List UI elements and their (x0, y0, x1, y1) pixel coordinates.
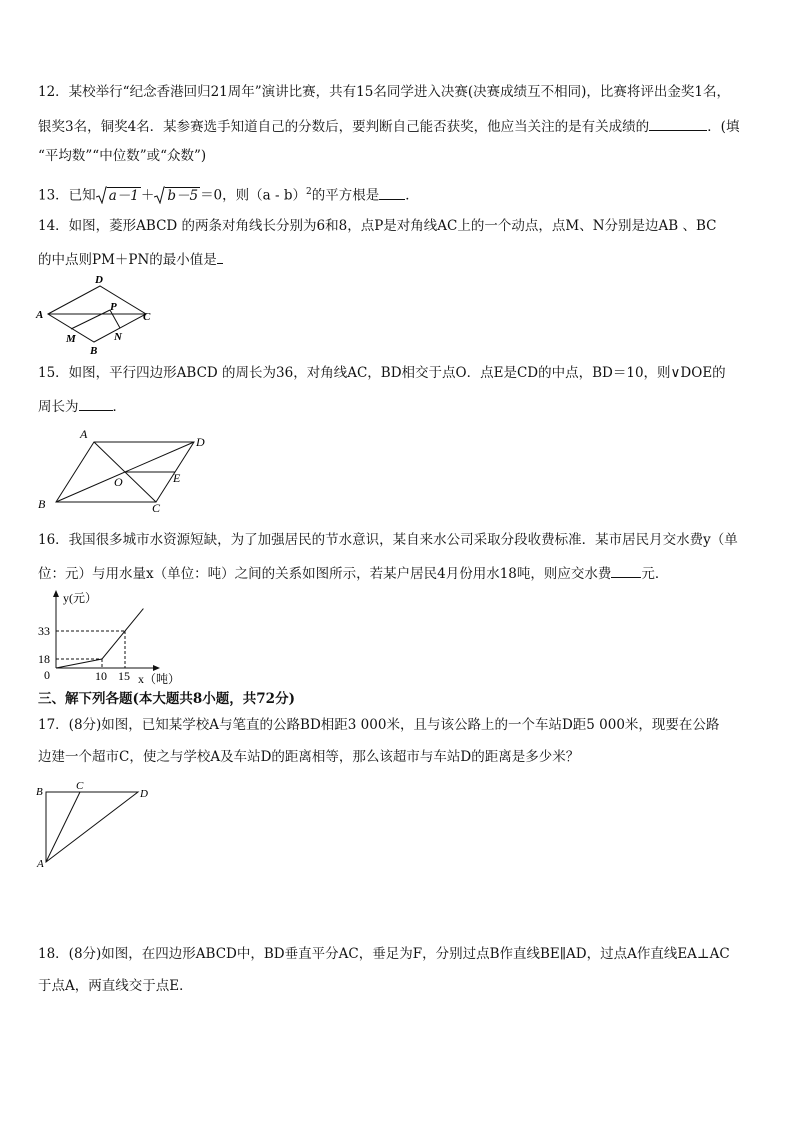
q15-label-o: O (114, 475, 123, 489)
q15-parallelogram-figure (34, 424, 224, 514)
q12-text: 银奖3名，铜奖4名．某参赛选手知道自己的分数后，要判断自己能否获奖，他应当关注的是有关成绩的 (38, 119, 650, 135)
q16-line2 (38, 564, 668, 583)
q17-figure (34, 778, 164, 870)
q16-xtick-15: 15 (118, 669, 130, 683)
q15-line2 (38, 397, 126, 416)
q15-text: 周长为 (38, 399, 79, 415)
q14-answer-blank[interactable] (217, 250, 223, 264)
q14-label-b: B (90, 345, 98, 357)
q18-line2: 于点A，两直线交于点E． (38, 978, 193, 994)
q16-ytick-33: 33 (38, 624, 50, 638)
q14-label-m: M (66, 333, 76, 345)
q13-sqrt-b (154, 187, 200, 205)
q15-label-d: D (196, 435, 205, 449)
y-axis-arrow-icon (53, 590, 59, 597)
q13-line (38, 183, 419, 205)
section-3-heading: 三、解下列各题(本大题共8小题，共72分) (38, 691, 295, 707)
q12-line3: “平均数”“中位数”或“众数”) (38, 148, 207, 164)
q15-line1: 15．如图，平行四边形ABCD 的周长为36，对角线AC，BD相交于点O．点E是CD的中点，BD＝10，则∨DOE的 (38, 365, 726, 381)
q15-answer-blank[interactable] (79, 397, 113, 411)
q13-answer-blank[interactable] (379, 186, 405, 200)
q13-prefix: 13．已知 (38, 187, 96, 204)
q17-label-a: A (37, 858, 44, 870)
q13-plus: ＋ (140, 187, 155, 204)
q16-xlabel: x（吨） (138, 672, 181, 686)
q16-xtick-10: 10 (95, 669, 107, 683)
q16-ytick-18: 18 (38, 652, 50, 666)
q17-label-c: C (76, 780, 84, 792)
q15-label-a: A (80, 427, 88, 441)
q18-line1: 18．(8分)如图，在四边形ABCD中，BD垂直平分AC，垂足为F，分别过点B作直线BE∥AD，过点A作直线EA⊥AC (38, 946, 730, 962)
q16-answer-blank[interactable] (611, 564, 641, 578)
q14-line1: 14．如图，菱形ABCD 的两条对角线长分别为6和8，点P是对角线AC上的一个动点，点M、N分别是边AB 、BC (38, 218, 717, 234)
q15-label-c: C (152, 501, 161, 514)
q13-radicand-b: b－5 (167, 187, 199, 204)
q17-label-d: D (140, 788, 148, 800)
q14-label-p: P (110, 301, 117, 313)
q15-label-b: B (38, 497, 46, 511)
q14-text: 的中点则PM＋PN的最小值是 (38, 252, 217, 268)
q12-answer-blank[interactable] (649, 117, 707, 131)
q14-line2 (38, 250, 223, 269)
q16-origin: 0 (44, 668, 50, 682)
q13-sqrt-a (96, 187, 141, 205)
q16-ylabel: y(元） (63, 591, 97, 605)
q15-text-end: ． (112, 399, 126, 415)
q12-line1: 12．某校举行“纪念香港回归21周年”演讲比赛，共有15名同学进入决赛(决赛成绩互不相同)，比赛将评出金奖1名， (38, 84, 730, 100)
q16-series-line (56, 609, 143, 668)
q13-suffix: 的平方根是 (311, 187, 380, 204)
q17-line2: 边建一个超市C，使之与学校A及车站D的距离相等，那么该超市与车站D的距离是多少米？ (38, 749, 580, 765)
q16-text-end: 元． (641, 566, 669, 582)
q14-label-d: D (95, 274, 103, 286)
q16-text: 位：元）与用水量x（单位：吨）之间的关系如图所示，若某户居民4月份用水18吨，则应交水费 (38, 566, 612, 582)
x-axis-arrow-icon (153, 665, 160, 671)
q13-mid: ＝0，则（a - b） (200, 187, 306, 204)
q13-end: ． (405, 187, 419, 204)
q13-radicand-a: a－1 (108, 187, 139, 204)
q16-chart (34, 588, 214, 688)
q12-text-end: ．(填 (707, 119, 740, 135)
q12-line2 (38, 117, 739, 136)
q17-label-b: B (36, 786, 43, 798)
q14-label-n: N (114, 331, 122, 343)
q17-line1: 17．(8分)如图，已知某学校A与笔直的公路BD相距3 000米，且与该公路上的一个车站D距5 000米，现要在公路 (38, 717, 720, 733)
q14-label-c: C (143, 311, 151, 323)
q14-label-a: A (36, 309, 44, 321)
q14-rhombus-figure (34, 272, 164, 358)
q15-label-e: E (173, 471, 181, 485)
q13-exponent: 2 (306, 187, 312, 197)
q16-line1: 16．我国很多城市水资源短缺，为了加强居民的节水意识，某自来水公司采取分段收费标准．某市居民月交水费y（单 (38, 532, 738, 548)
